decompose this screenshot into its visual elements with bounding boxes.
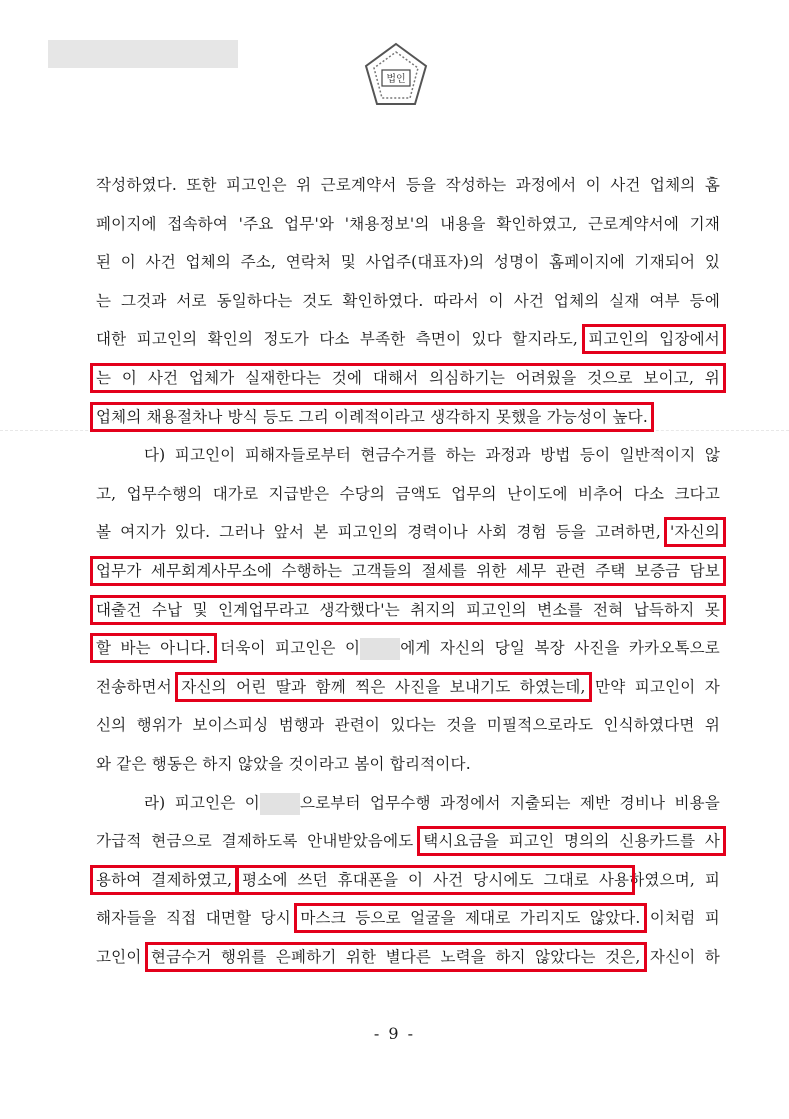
redacted-header xyxy=(48,40,238,68)
body-line xyxy=(96,320,720,359)
body-line xyxy=(96,398,720,437)
redacted-name xyxy=(360,638,400,660)
highlight-box: '자신의 xyxy=(670,523,720,542)
text-segment: 가급적 현금으로 결제하도록 안내받았음에도 xyxy=(96,832,414,851)
body-line: 다) 피고인이 피해자들로부터 현금수거를 하는 과정과 방법 등이 일반적이지 않 xyxy=(144,446,720,465)
body-line xyxy=(96,668,720,707)
body-line: 는 그것과 서로 동일하다는 것도 확인하였다. 따라서 이 사건 업체의 실재 여부 등에 xyxy=(96,291,720,310)
body-line: 작성하였다. 또한 피고인은 위 근로계약서 등을 작성하는 과정에서 이 사건 업체의 홈 xyxy=(96,176,720,194)
highlight-box: 용하여 결제하였고, xyxy=(96,870,233,889)
text-segment: 이처럼 피 xyxy=(649,909,720,928)
court-seal-icon xyxy=(360,40,432,112)
body-line: 고, 업무수행의 대가로 지급받은 수당의 금액도 업무의 난이도에 비추어 다소 크다고 xyxy=(96,484,720,503)
body-line xyxy=(96,899,720,938)
highlight-box: 택시요금을 피고인 명의의 신용카드를 사 xyxy=(423,832,721,851)
text-segment: 라) 피고인은 이 xyxy=(144,793,260,812)
text-segment: 전송하면서 xyxy=(96,677,172,696)
page-number: - 9 - xyxy=(373,1024,416,1043)
body-line xyxy=(96,861,720,900)
body-line: 신의 행위가 보이스피싱 범행과 관련이 있다는 것을 미필적으로라도 인식하였다면 위 xyxy=(96,716,720,735)
highlight-box: 는 이 사건 업체가 실재한다는 것에 대해서 의심하기는 어려웠을 것으로 보이고, 위 xyxy=(96,368,720,387)
body-line xyxy=(96,784,720,823)
highlight-box: 평소에 쓰던 휴대폰을 이 사건 당시에도 그대로 사용 xyxy=(242,870,630,889)
body-line: 된 이 사건 업체의 주소, 연락처 및 사업주(대표자)의 성명이 홈페이지에 기재되어 있 xyxy=(96,253,720,272)
body-line: 와 같은 행동은 하지 않았을 것이라고 봄이 합리적이다. xyxy=(96,754,471,773)
text-segment: 고인이 xyxy=(96,947,142,966)
body-line xyxy=(96,513,720,552)
highlight-box: 대출건 수납 및 인계업무라고 생각했다'는 취지의 피고인의 변소를 전혀 납득하지 못 xyxy=(96,600,720,619)
seal-text: 법인 xyxy=(386,74,406,85)
body-line xyxy=(96,591,720,630)
highlight-box: 할 바는 아니다. xyxy=(96,639,211,658)
text-segment: 하였으며, 피 xyxy=(629,870,720,889)
text-segment: 에게 자신의 당일 복장 사진을 카카오톡으로 xyxy=(400,639,720,658)
document-body xyxy=(96,166,720,976)
highlight-box: 현금수거 행위를 은폐하기 위한 별다른 노력을 하지 않았다는 것은, xyxy=(150,947,641,966)
text-segment: 만약 피고인이 자 xyxy=(595,677,720,696)
body-line xyxy=(96,552,720,591)
body-line xyxy=(96,629,720,668)
highlight-box: 업무가 세무회계사무소에 수행하는 고객들의 절세를 위한 세무 관련 주택 보증금 담보 xyxy=(96,561,720,580)
body-line xyxy=(96,938,720,977)
highlight-box: 마스크 등으로 얼굴을 제대로 가리지도 않았다. xyxy=(300,909,641,928)
body-line xyxy=(96,822,720,861)
text-segment: 더욱이 피고인은 이 xyxy=(220,639,361,658)
highlight-box: 업체의 채용절차나 방식 등도 그리 이례적이라고 생각하지 못했을 가능성이 높다. xyxy=(96,407,648,426)
text-segment: 으로부터 업무수행 과정에서 지출되는 제반 경비나 비용을 xyxy=(299,793,721,812)
body-line xyxy=(96,359,720,398)
text-segment: 자신이 하 xyxy=(649,947,720,966)
body-line: 페이지에 접속하여 '주요 업무'와 '채용정보'의 내용을 확인하였고, 근로계약서에 기재 xyxy=(96,214,720,233)
text-segment: 볼 여지가 있다. 그러나 앞서 본 피고인의 경력이나 사회 경험 등을 고려하면, xyxy=(96,523,661,542)
text-segment: 해자들을 직접 대면할 당시 xyxy=(96,909,291,928)
highlight-box: 자신의 어린 딸과 함께 찍은 사진을 보내기도 하였는데, xyxy=(181,677,586,696)
highlight-box: 피고인의 입장에서 xyxy=(588,330,720,349)
redacted-name xyxy=(260,793,300,815)
text-segment: 대한 피고인의 확인의 정도가 다소 부족한 측면이 있다 할지라도, xyxy=(96,330,578,349)
